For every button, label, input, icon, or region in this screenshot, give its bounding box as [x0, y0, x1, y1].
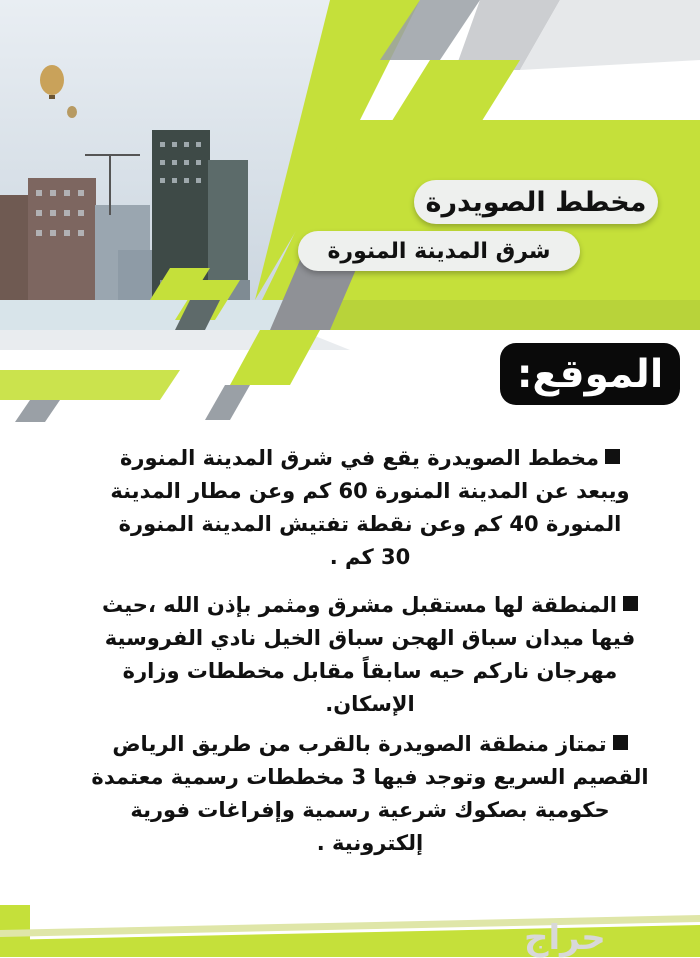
- watermark: حراج: [524, 918, 606, 958]
- paragraph-line: إلكترونية .: [316, 831, 424, 855]
- paragraph-line: تمتاز منطقة الصويدرة بالقرب من طريق الرياض: [90, 728, 650, 761]
- paragraph-line: المنورة 40 كم وعن نقطة تفتيش المدينة المنورة: [118, 512, 622, 536]
- bullet-square-icon: [623, 596, 638, 611]
- bullet-square-icon: [613, 735, 628, 750]
- paragraph-3: [90, 728, 650, 860]
- paragraph-line: الإسكان.: [325, 692, 415, 716]
- paragraph-line: المنطقة لها مستقبل مشرق ومثمر بإذن الله ،حيث: [90, 589, 650, 622]
- paragraph-line: مخطط الصويدرة يقع في شرق المدينة المنورة: [90, 442, 650, 475]
- bullet-square-icon: [605, 449, 620, 464]
- paragraph-line: ويبعد عن المدينة المنورة 60 كم وعن مطار المدينة: [110, 479, 630, 503]
- paragraph-line: فيها ميدان سباق الهجن سباق الخيل نادي الفروسية: [104, 626, 636, 650]
- paragraph-1: [90, 442, 650, 574]
- paragraph-2: [90, 589, 650, 721]
- plan-title: مخطط الصويدرة: [414, 180, 658, 224]
- paragraph-line: حكومية بصكوك شرعية رسمية وإفراغات فورية: [130, 798, 610, 822]
- location-heading: الموقع:: [500, 343, 680, 405]
- plan-subtitle: شرق المدينة المنورة: [298, 231, 580, 271]
- paragraph-line: مهرجان ناركم حيه سابقاً مقابل مخططات وزارة: [122, 659, 618, 683]
- paragraph-line: القصيم السريع وتوجد فيها 3 مخططات رسمية معتمدة: [91, 765, 649, 789]
- paragraph-line: 30 كم .: [329, 545, 411, 569]
